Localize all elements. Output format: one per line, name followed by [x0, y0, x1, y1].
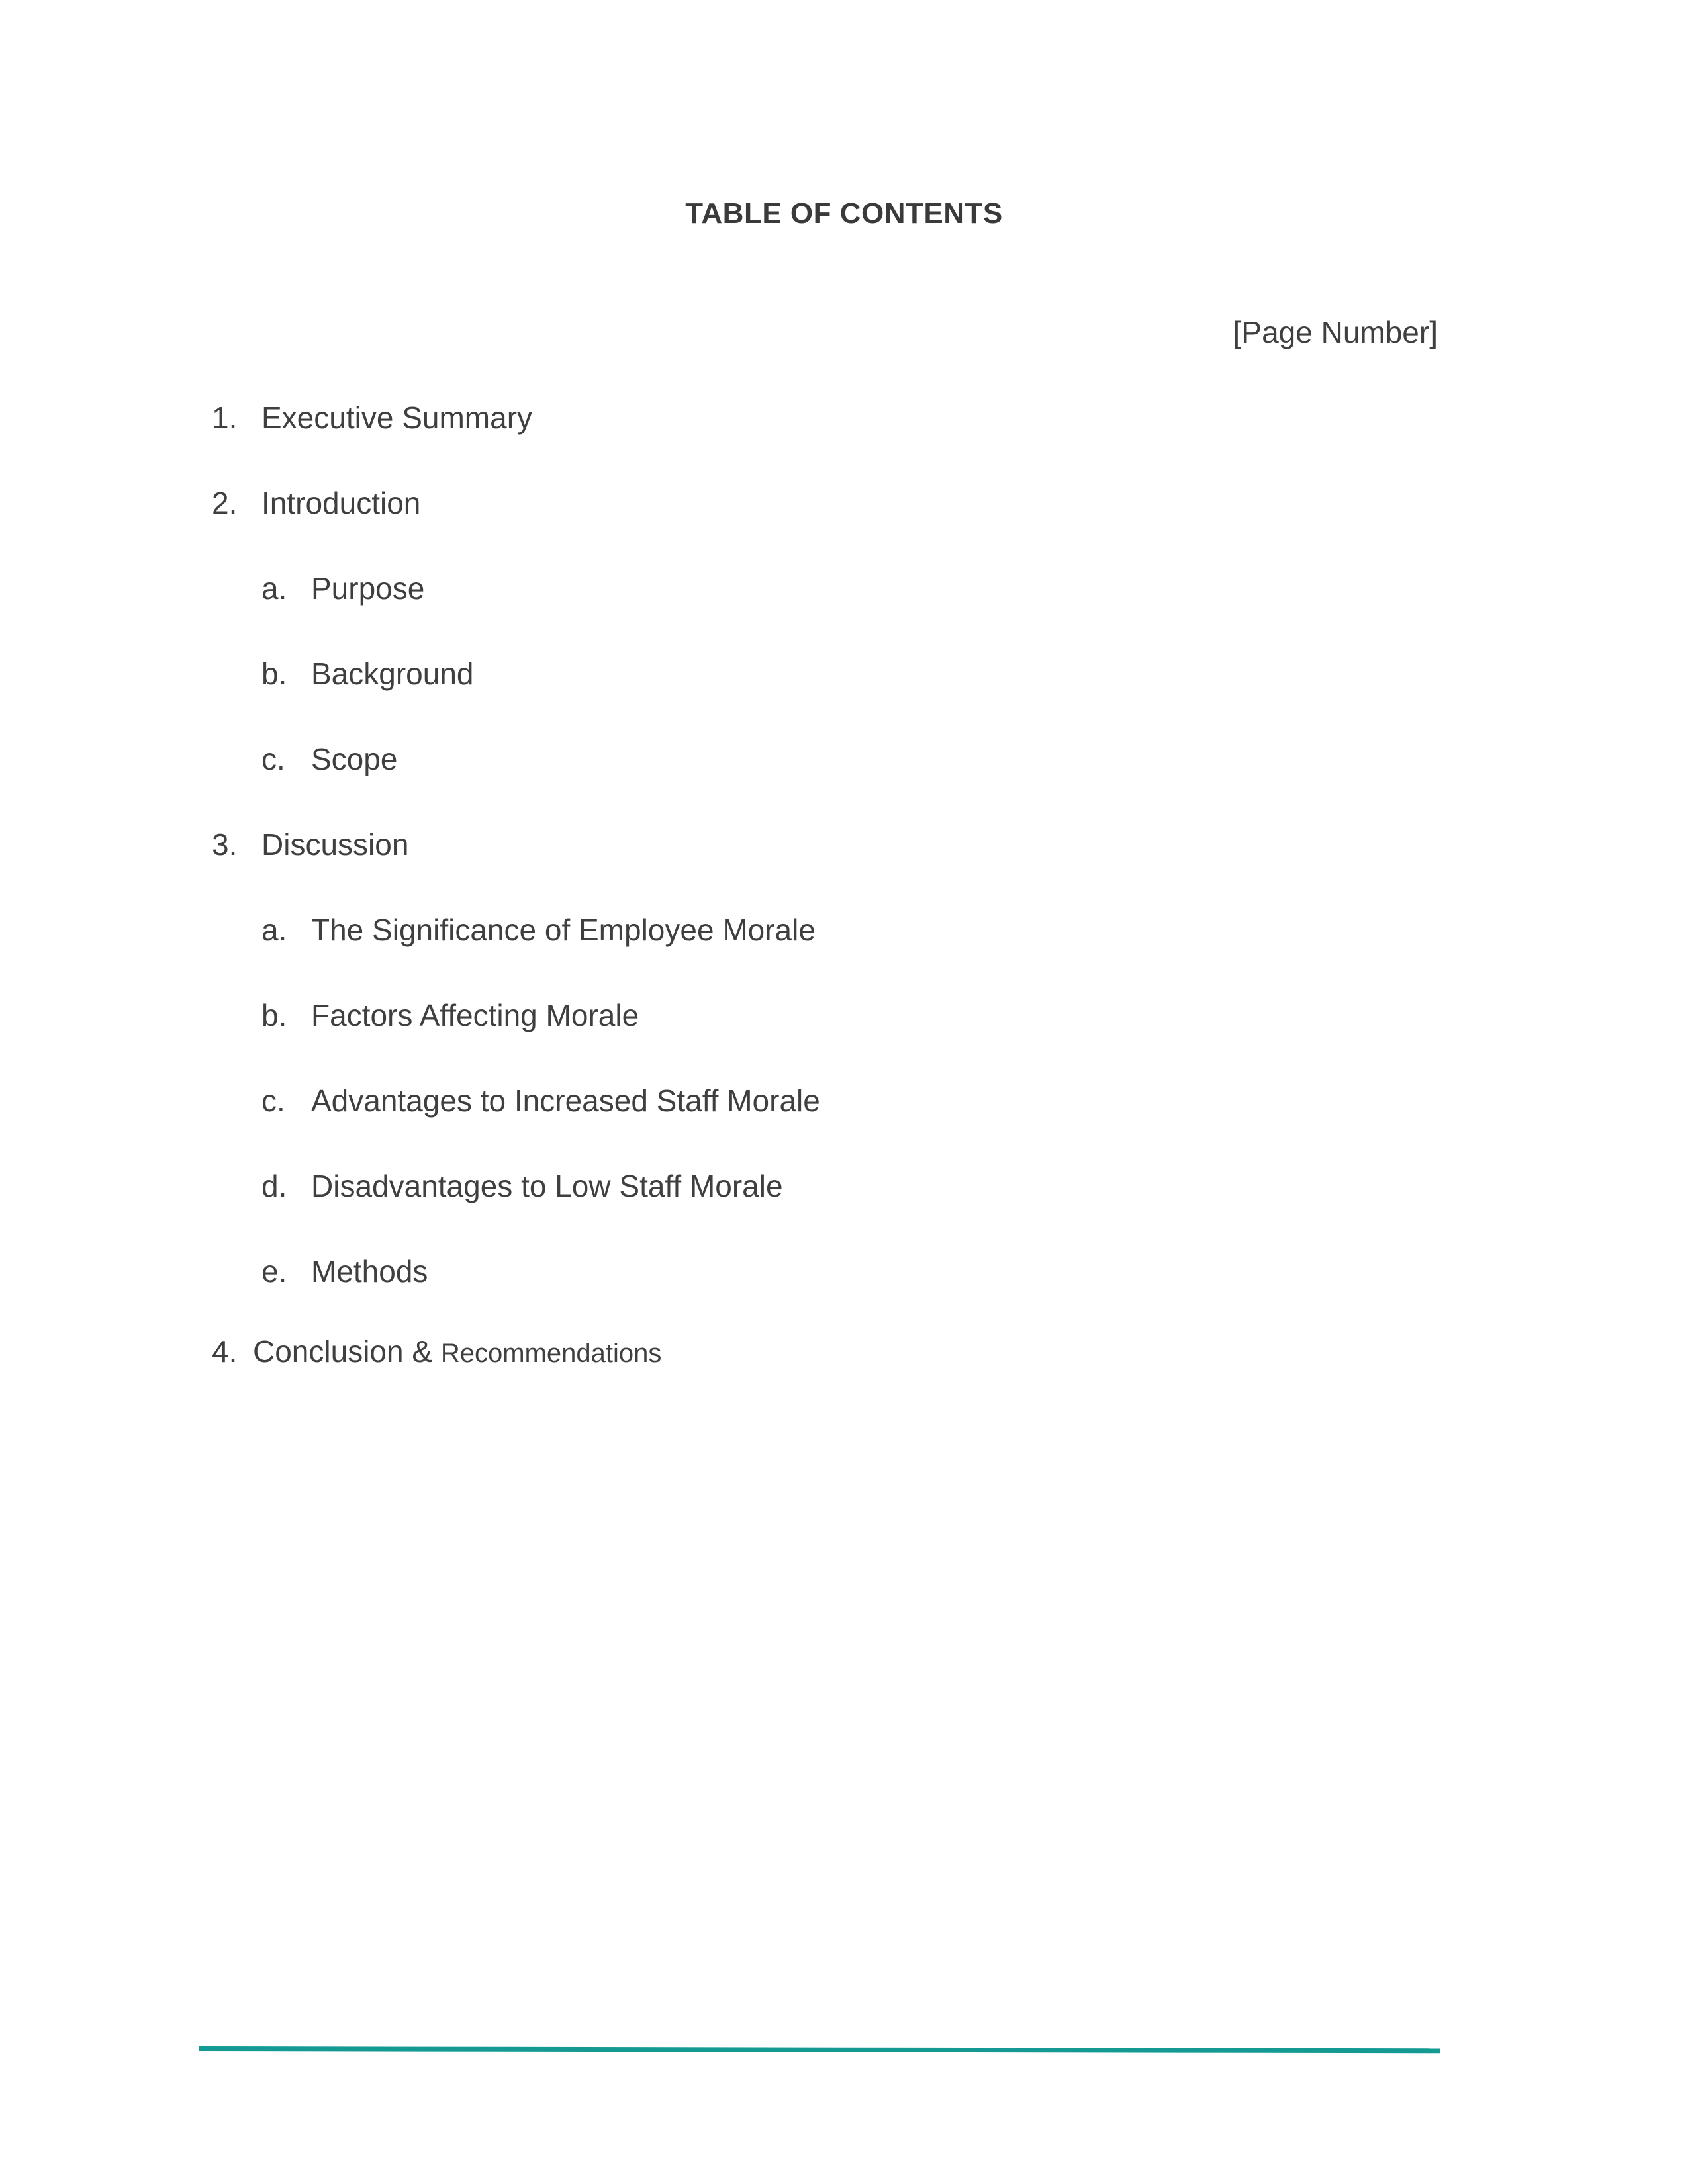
toc-item-label: Introduction: [261, 486, 421, 520]
toc-item-label: The Significance of Employee Morale: [311, 913, 816, 947]
toc-item-letter: d.: [261, 1169, 287, 1203]
footer-divider-line: [199, 2046, 1440, 2053]
toc-item-label: [253, 1334, 661, 1369]
toc-item-label-part1: Conclusion &: [253, 1334, 441, 1369]
toc-item-label: Executive Summary: [261, 400, 533, 435]
toc-item-number: 3.: [212, 827, 238, 862]
page-title: TABLE OF CONTENTS: [685, 197, 1003, 230]
toc-item-label-part2: Recommendations: [440, 1339, 662, 1368]
toc-item-letter: b.: [261, 657, 287, 691]
toc-item-letter: c.: [261, 1083, 285, 1118]
toc-item-number: 2.: [212, 486, 238, 520]
toc-item-label: Disadvantages to Low Staff Morale: [311, 1169, 783, 1203]
toc-item-letter: b.: [261, 998, 287, 1032]
toc-item-label: Background: [311, 657, 474, 691]
toc-item-letter: a.: [261, 913, 287, 947]
toc-item-number: 1.: [212, 400, 238, 435]
toc-item-label: Discussion: [261, 827, 409, 862]
toc-item-letter: a.: [261, 571, 287, 606]
page-number-column-header: [Page Number]: [1233, 315, 1438, 349]
toc-item-letter: c.: [261, 742, 285, 776]
toc-item-label: Purpose: [311, 571, 425, 606]
toc-item-letter: e.: [261, 1254, 287, 1289]
toc-item-label: Advantages to Increased Staff Morale: [311, 1083, 820, 1118]
toc-item-label: Factors Affecting Morale: [311, 998, 639, 1032]
toc-item-label: Scope: [311, 742, 398, 776]
toc-item-label: Methods: [311, 1254, 428, 1289]
toc-item-number: 4.: [212, 1334, 238, 1369]
